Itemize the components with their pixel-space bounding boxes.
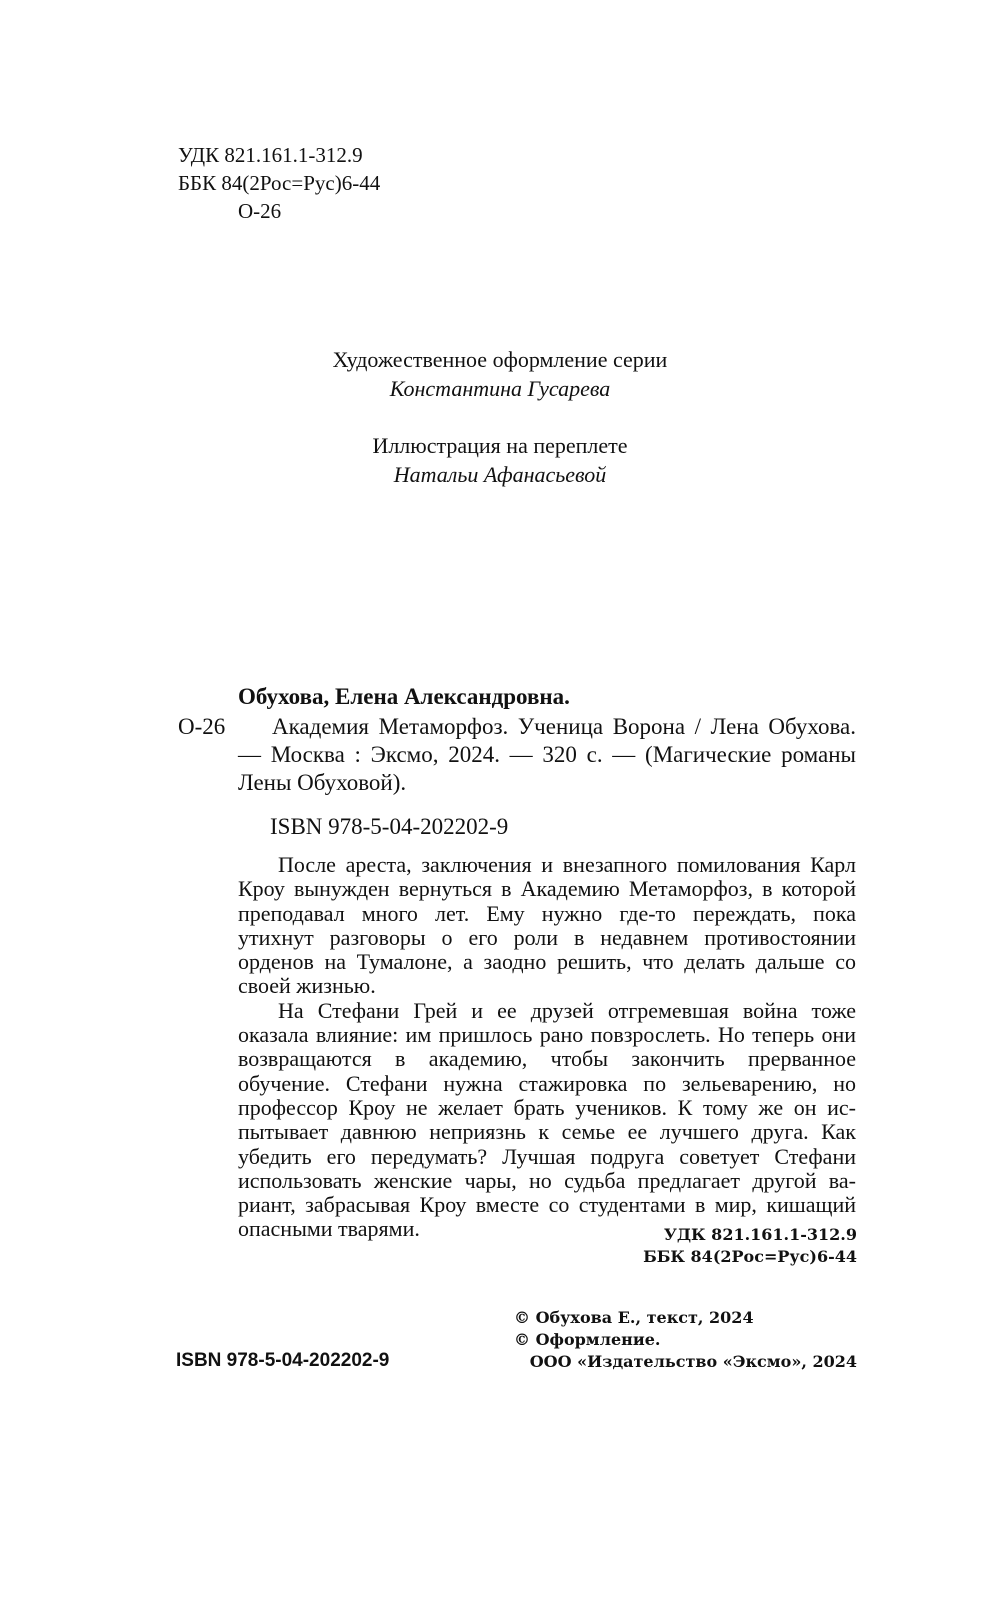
bib-description: Академия Метаморфоз. Ученица Ворона / Лена Обухова. — Москва : Эксмо, 2024. — 320 с. — (Магические романы Лены Обуховой). (238, 714, 856, 795)
annotation-paragraph: На Стефани Грей и ее друзей отгремевшая война тоже оказала влияние: им пришлось рано повзрослеть. Но теперь они возвращаются в академию, чтобы закончить прерванное обучение. Стефани нужна стажировка по зельеварению, но профессор Кроу не желает брать учеников. К тому же он испытывает давнюю неприязнь к семье ее лучшего друга. Как убедить его передумать? Лучшая подруга советует Стефани использовать женские чары, но судьба предлагает другой вариант, забрасывая Кроу вместе со студентами в мир, кишащий опасными тварями. (238, 997, 856, 1242)
udk-code: УДК 821.161.1-312.9 (178, 143, 363, 167)
series-design-label: Художественное оформление серии (332, 347, 668, 372)
copyright-text: © Обухова Е., текст, 2024 (514, 1308, 754, 1327)
bib-author: Обухова, Елена Александровна. (238, 684, 570, 709)
imprint-isbn: ISBN 978-5-04-202202-9 (176, 1350, 390, 1371)
cover-illustration-label: Иллюстрация на переплете (372, 433, 628, 458)
series-design-name: Константина Гусарева (389, 376, 611, 401)
imprint-bbk: ББК 84(2Рос=Рус)6-44 (643, 1247, 857, 1266)
annotation (238, 853, 856, 1242)
bib-isbn: ISBN 978-5-04-202202-9 (270, 814, 509, 839)
bbk-code: ББК 84(2Рос=Рус)6-44 (178, 171, 381, 195)
cover-illustration-name: Натальи Афанасьевой (393, 462, 607, 487)
publisher: ООО «Издательство «Эксмо», 2024 (529, 1352, 857, 1371)
annotation-paragraph: После ареста, заключения и внезапного помилования Карл Кроу вынужден вернуться в Академию Метаморфоз, в которой преподавал много лет. Ему нужно где-то переждать, пока утихнут разговоры о его роли в недавнем противостоянии орденов на Тумалоне, а заодно решить, что делать дальше со своей жизнью. (238, 852, 856, 999)
copyright-design: © Оформление. (514, 1330, 661, 1349)
imprint-udk: УДК 821.161.1-312.9 (663, 1225, 857, 1244)
author-mark: О-26 (238, 199, 282, 223)
bib-code: О-26 (178, 714, 226, 739)
